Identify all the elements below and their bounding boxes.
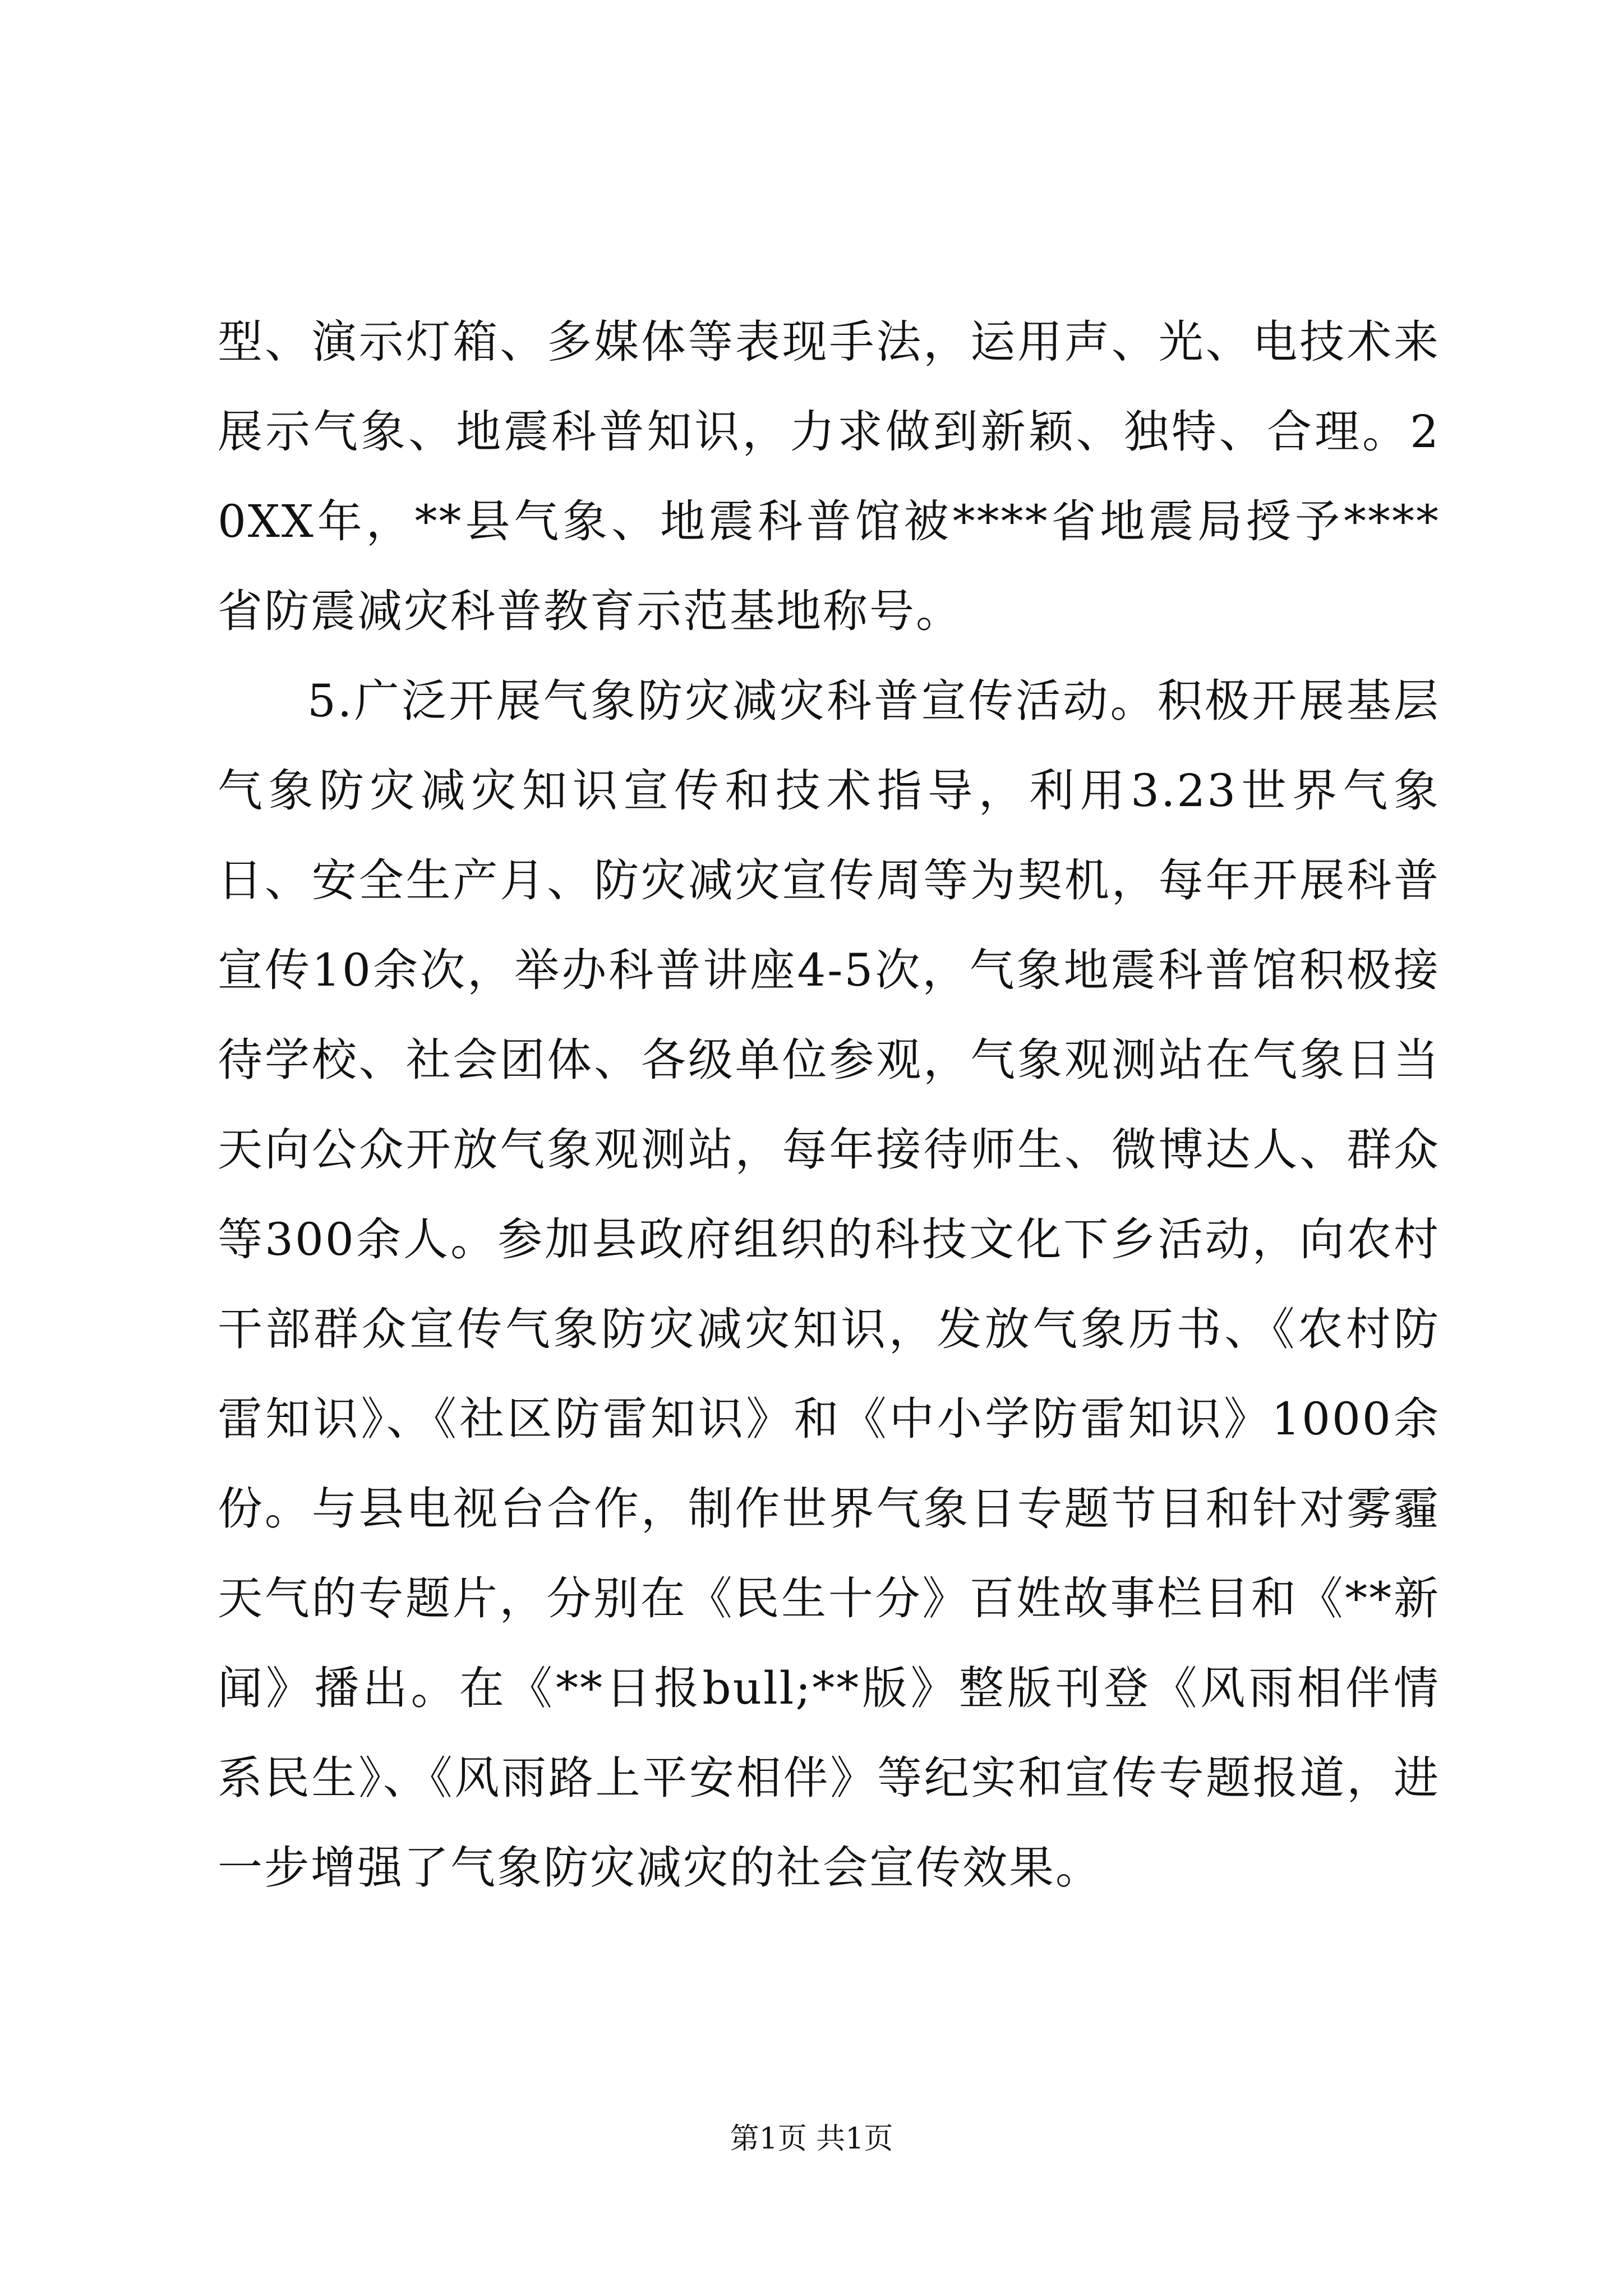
paragraph-1: 型、演示灯箱、多媒体等表现手法，运用声、光、电技术来展示气象、地震科普知识，力求做到新颖、独特、合理。20XX年，**县气象、地震科普馆被****省地震局授予****省防震减灾科普教育示范基地称号。 [218,316,1440,637]
page-footer: 第1页 共1页 [730,2122,893,2156]
document-body [218,297,1440,1913]
paragraph-2: 5.广泛开展气象防灾减灾科普宣传活动。积极开展基层气象防灾减灾知识宣传和技术指导，利用3.23世界气象日、安全生产月、防灾减灾宣传周等为契机，每年开展科普宣传10余次，举办科普讲座4-5次，气象地震科普馆积极接待学校、社会团体、各级单位参观，气象观测站在气象日当天向公众开放气象观测站，每年接待师生、微博达人、群众等300余人。参加县政府组织的科技文化下乡活动，向农村干部群众宣传气象防灾减灾知识，发放气象历书、《农村防雷知识》、《社区防雷知识》和《中小学防雷知识》1000余份。与县电视台合作，制作世界气象日专题节目和针对雾霾天气的专题片，分别在《民生十分》百姓故事栏目和《**新闻》播出。在《**日报bull;**版》整版刊登《风雨相伴情系民生》、《风雨路上平安相伴》等纪实和宣传专题报道，进一步增强了气象防灾减灾的社会宣传效果。 [218,675,1440,1894]
